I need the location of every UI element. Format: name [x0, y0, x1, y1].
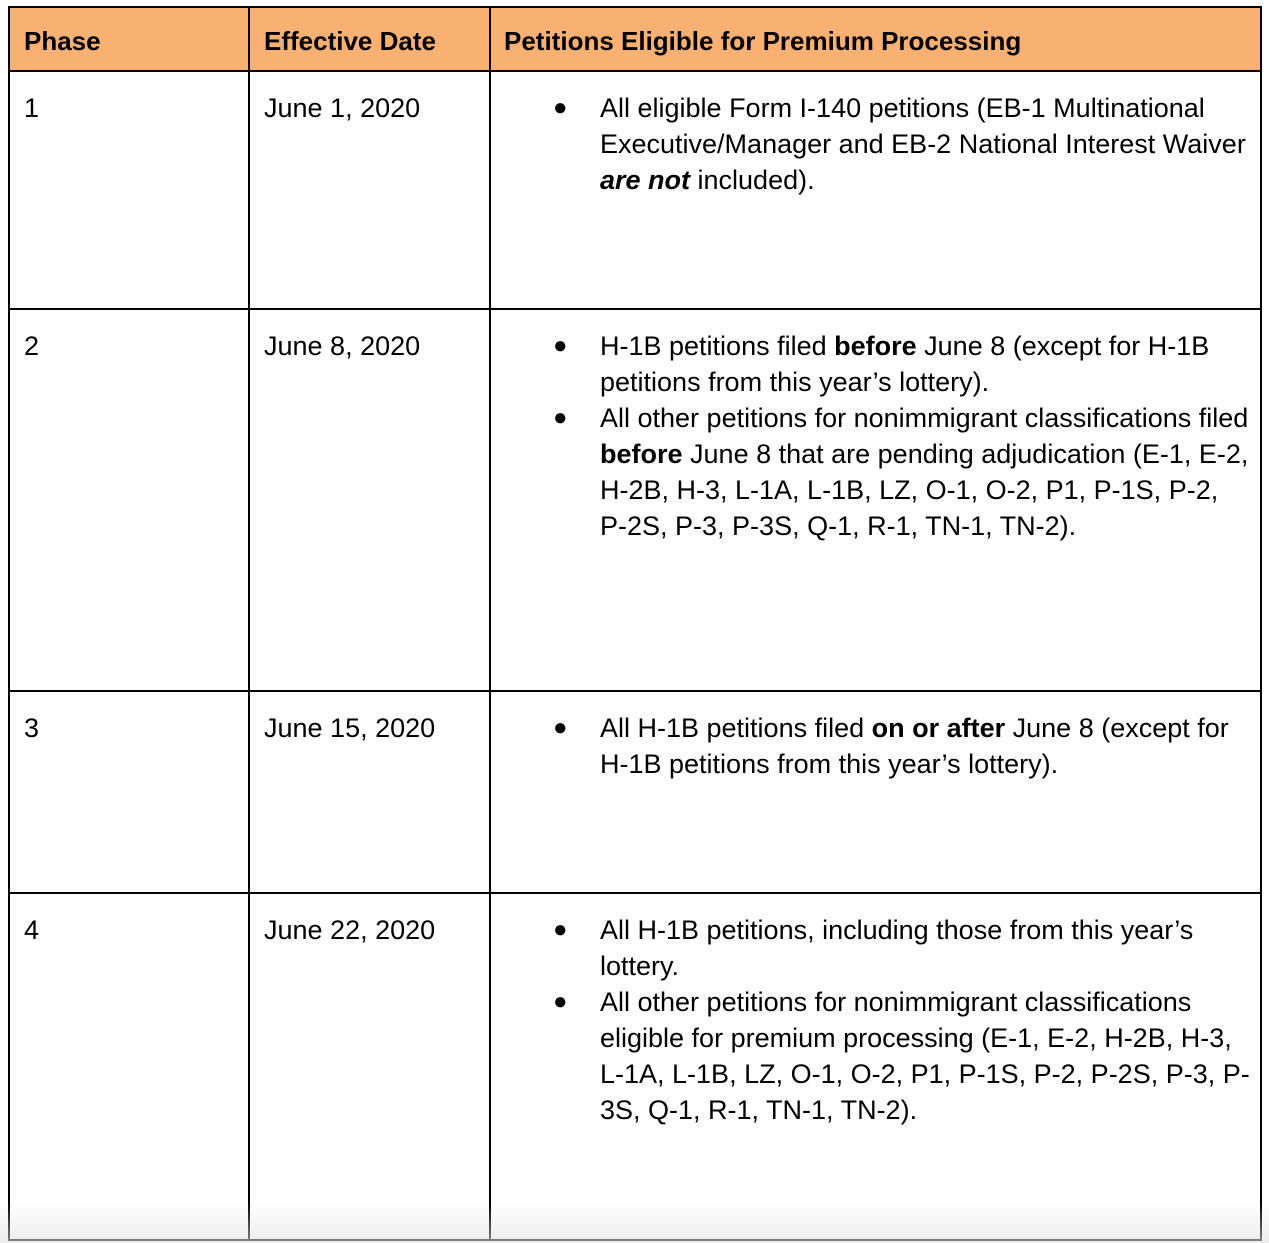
petition-list: [491, 328, 1252, 544]
emphasis-text: before: [600, 439, 683, 469]
item-text: included).: [690, 165, 815, 195]
phase-cell: 2: [9, 309, 249, 691]
bullet-icon: ●: [553, 94, 568, 121]
petition-list-item: [491, 984, 1252, 1128]
phase-cell: 1: [9, 71, 249, 309]
bullet-icon: ●: [553, 714, 568, 741]
header-petitions-eligible: Petitions Eligible for Premium Processing: [490, 7, 1261, 71]
bullet-icon: ●: [553, 916, 568, 943]
petition-list-item: [491, 90, 1252, 198]
item-text: All H-1B petitions filed: [600, 713, 872, 743]
petition-list-item: [491, 912, 1252, 984]
effective-date-cell: June 15, 2020: [249, 691, 490, 893]
emphasis-text: before: [834, 331, 917, 361]
table-row: [9, 691, 1261, 893]
header-phase: Phase: [9, 7, 249, 71]
effective-date-cell: June 22, 2020: [249, 893, 490, 1240]
header-effective-date: Effective Date: [249, 7, 490, 71]
petition-list-item: [491, 710, 1252, 782]
effective-date-cell: June 8, 2020: [249, 309, 490, 691]
petitions-cell: [490, 691, 1261, 893]
phase-cell: 3: [9, 691, 249, 893]
table-row: [9, 309, 1261, 691]
bullet-icon: ●: [553, 988, 568, 1015]
premium-processing-table: [8, 6, 1262, 1241]
petition-list-item: [491, 328, 1252, 400]
bullet-icon: ●: [553, 404, 568, 431]
table-row: [9, 71, 1261, 309]
petition-list-item: [491, 400, 1252, 544]
item-text: All H-1B petitions, including those from this year’s lottery.: [600, 915, 1194, 981]
effective-date-cell: June 1, 2020: [249, 71, 490, 309]
petitions-cell: [490, 893, 1261, 1240]
phase-cell: 4: [9, 893, 249, 1240]
emphasis-text: are not: [600, 165, 691, 195]
petition-list: [491, 90, 1252, 198]
item-text: All eligible Form I-140 petitions (EB-1 Multinational Executive/Manager and EB-2 National Interest Waiver: [600, 93, 1246, 159]
item-text: June 8 that are pending adjudication (E-1, E-2, H-2B, H-3, L-1A, L-1B, LZ, O-1, O-2, P1, P-1S, P-2, P-2S, P-3, P-3S, Q-1, R-1, TN-1, TN-2).: [600, 439, 1249, 541]
table-row: [9, 893, 1261, 1240]
item-text: H-1B petitions filed: [600, 331, 835, 361]
emphasis-text: on or after: [871, 713, 1006, 743]
item-text: All other petitions for nonimmigrant classifications eligible for premium processing (E-1, E-2, H-2B, H-3, L-1A, L-1B, LZ, O-1, O-2, P1, P-1S, P-2, P-2S, P-3, P-3S, Q-1, R-1, TN-1, TN-2).: [600, 987, 1250, 1125]
petitions-cell: [490, 309, 1261, 691]
item-text: June 8 (except for H-1B petitions from this year’s lottery).: [600, 713, 1229, 779]
bullet-icon: ●: [553, 332, 568, 359]
item-text: All other petitions for nonimmigrant classifications filed: [600, 403, 1249, 433]
header-row: [9, 7, 1261, 71]
item-text: June 8 (except for H-1B petitions from this year’s lottery).: [600, 331, 1210, 397]
petition-list: [491, 710, 1252, 782]
petitions-cell: [490, 71, 1261, 309]
petition-list: [491, 912, 1252, 1128]
